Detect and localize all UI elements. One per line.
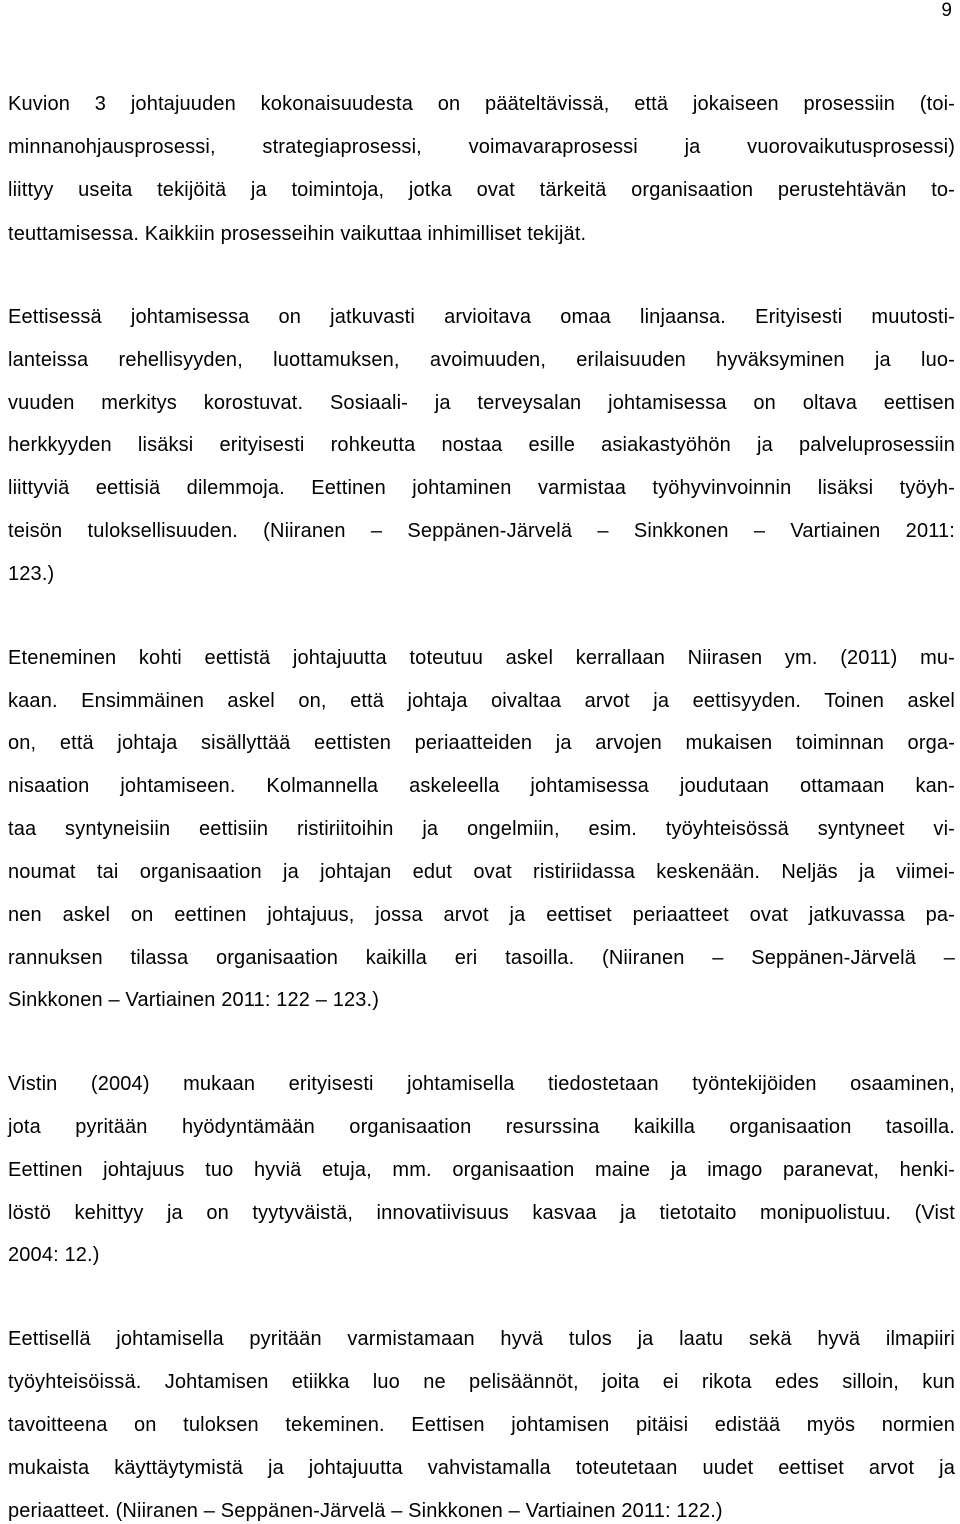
text-line: Vistin (2004) mukaan erityisesti johtamisella tiedostetaan työntekijöiden osaaminen, [8, 1073, 955, 1095]
text-line: 2004: 12.) [8, 1244, 100, 1266]
text-line: mukaista käyttäytymistä ja johtajuutta vahvistamalla toteutetaan uudet eettiset arvot ja [8, 1457, 955, 1479]
text-line: lanteissa rehellisyyden, luottamuksen, avoimuuden, erilaisuuden hyväksyminen ja luo- [8, 349, 955, 371]
text-line: Eettinen johtajuus tuo hyviä etuja, mm. organisaation maine ja imago paranevat, henki- [8, 1159, 955, 1181]
text-line: Eettisellä johtamisella pyritään varmistamaan hyvä tulos ja laatu sekä hyvä ilmapiiri [8, 1328, 955, 1350]
text-line: löstö kehittyy ja on tyytyväistä, innovatiivisuus kasvaa ja tietotaito monipuolistuu. (Vist [8, 1202, 955, 1224]
text-line: herkkyyden lisäksi erityisesti rohkeutta nostaa esille asiakastyöhön ja palveluprosessiin [8, 434, 955, 456]
text-line: teuttamisessa. Kaikkiin prosesseihin vaikuttaa inhimilliset tekijät. [8, 223, 587, 245]
text-line: Eteneminen kohti eettistä johtajuutta toteutuu askel kerrallaan Niirasen ym. (2011) mu- [8, 647, 955, 669]
text-line: 123.) [8, 563, 55, 585]
text-line: on, että johtaja sisällyttää eettisten periaatteiden ja arvojen mukaisen toiminnan orga- [8, 732, 955, 754]
text-line: noumat tai organisaation ja johtajan edut ovat ristiriidassa keskenään. Neljäs ja viimei- [8, 861, 955, 883]
text-line: liittyviä eettisiä dilemmoja. Eettinen johtaminen varmistaa työhyvinvoinnin lisäksi työyh- [8, 477, 955, 499]
text-line: teisön tuloksellisuuden. (Niiranen – Seppänen-Järvelä – Sinkkonen – Vartiainen 2011: [8, 520, 955, 542]
text-line: Kuvion 3 johtajuuden kokonaisuudesta on pääteltävissä, että jokaiseen prosessiin (toi- [8, 93, 955, 115]
text-line: periaatteet. (Niiranen – Seppänen-Järvelä – Sinkkonen – Vartiainen 2011: 122.) [8, 1500, 723, 1522]
text-line: Sinkkonen – Vartiainen 2011: 122 – 123.) [8, 989, 380, 1011]
text-line: nen askel on eettinen johtajuus, jossa arvot ja eettiset periaatteet ovat jatkuvassa pa- [8, 904, 955, 926]
text-line: kaan. Ensimmäinen askel on, että johtaja oivaltaa arvot ja eettisyyden. Toinen askel [8, 690, 955, 712]
text-line: minnanohjausprosessi, strategiaprosessi, voimavaraprosessi ja vuorovaikutusprosessi) [8, 136, 955, 158]
text-line: jota pyritään hyödyntämään organisaation resurssina kaikilla organisaation tasoilla. [8, 1116, 955, 1138]
text-line: taa syntyneisiin eettisiin ristiriitoihin ja ongelmiin, esim. työyhteisössä syntyneet vi- [8, 818, 955, 840]
text-line: vuuden merkitys korostuvat. Sosiaali- ja terveysalan johtamisessa on oltava eettisen [8, 392, 955, 414]
text-line: Eettisessä johtamisessa on jatkuvasti arvioitava omaa linjaansa. Erityisesti muutosti- [8, 306, 955, 328]
text-line: liittyy useita tekijöitä ja toimintoja, jotka ovat tärkeitä organisaation perustehtävän to- [8, 179, 955, 201]
text-line: työyhteisöissä. Johtamisen etiikka luo ne pelisäännöt, joita ei rikota edes silloin, kun [8, 1371, 955, 1393]
page-number: 9 [941, 0, 952, 21]
text-line: nisaation johtamiseen. Kolmannella askeleella johtamisessa joudutaan ottamaan kan- [8, 775, 955, 797]
text-line: tavoitteena on tuloksen tekeminen. Eettisen johtamisen pitäisi edistää myös normien [8, 1414, 955, 1436]
text-line: rannuksen tilassa organisaation kaikilla eri tasoilla. (Niiranen – Seppänen-Järvelä – [8, 947, 955, 969]
